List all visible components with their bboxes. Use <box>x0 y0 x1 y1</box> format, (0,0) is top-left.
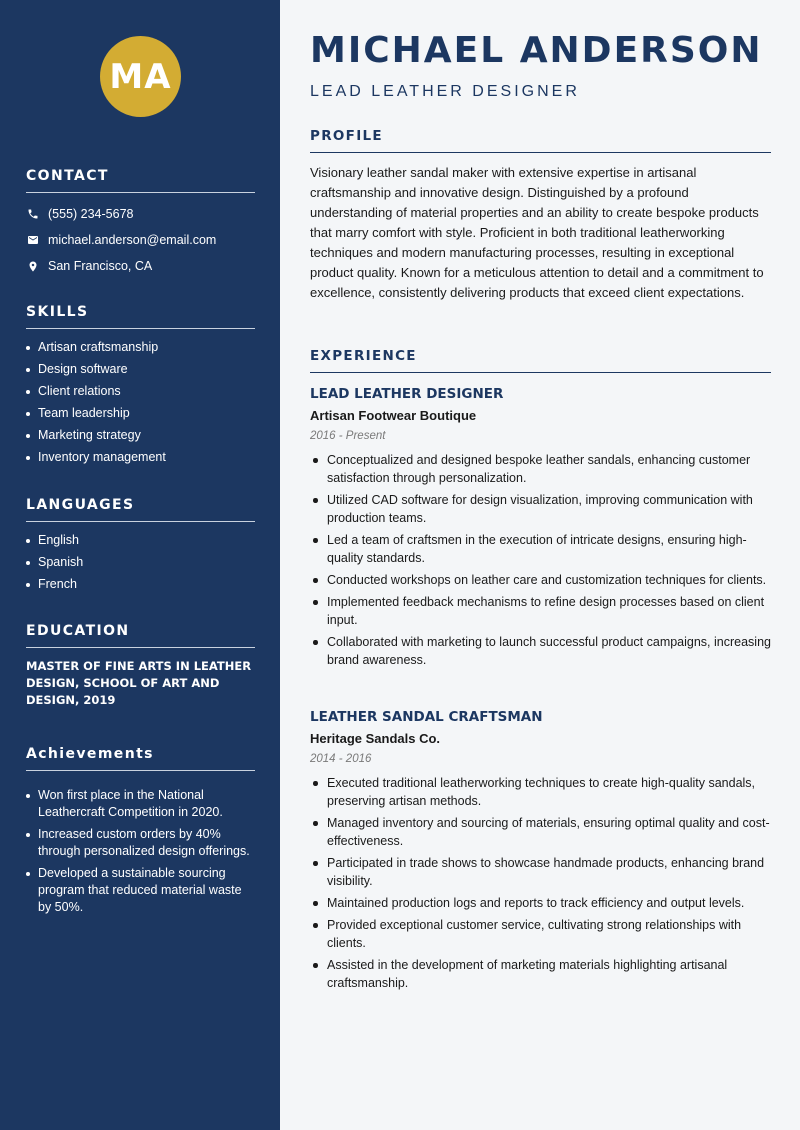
skill-item: Marketing strategy <box>26 427 255 444</box>
job-bullet: Participated in trade shows to showcase handmade products, enhancing brand visibility. <box>310 854 771 890</box>
contact-location <box>26 253 255 279</box>
languages-heading: LANGUAGES <box>26 497 255 522</box>
skill-item: Design software <box>26 361 255 378</box>
job-bullets <box>310 451 771 669</box>
education-section <box>26 623 255 709</box>
contact-heading: CONTACT <box>26 168 255 193</box>
job-bullet: Provided exceptional customer service, cultivating strong relationships with clients. <box>310 916 771 952</box>
job-dates: 2014 - 2016 <box>310 753 372 765</box>
education-heading: EDUCATION <box>26 623 255 648</box>
job-bullets <box>310 774 771 992</box>
location-pin-icon <box>26 260 39 273</box>
job-title: LEAD LEATHER DESIGNER <box>310 386 504 402</box>
skill-item: Client relations <box>26 383 255 400</box>
experience-section <box>310 348 771 373</box>
language-item: French <box>26 576 255 593</box>
job-company: Heritage Sandals Co. <box>310 731 441 746</box>
language-item: English <box>26 532 255 549</box>
job-bullet: Maintained production logs and reports to track efficiency and output levels. <box>310 894 771 912</box>
phone-text[interactable]: (555) 234-5678 <box>48 207 134 221</box>
achievement-item: Developed a sustainable sourcing program that reduced material waste by 50%. <box>26 865 255 916</box>
achievement-item: Increased custom orders by 40% through personalized design offerings. <box>26 826 255 860</box>
job-dates: 2016 - Present <box>310 430 386 442</box>
education-entry: MASTER OF FINE ARTS IN LEATHER DESIGN, SCHOOL OF ART AND DESIGN, 2019 <box>26 659 252 707</box>
skill-item: Inventory management <box>26 449 255 466</box>
achievements-heading: Achievements <box>26 746 255 771</box>
profile-section <box>310 128 771 303</box>
job-bullet: Assisted in the development of marketing materials highlighting artisanal craftsmanship. <box>310 956 771 992</box>
profile-heading: PROFILE <box>310 128 771 153</box>
skill-item: Team leadership <box>26 405 255 422</box>
languages-list <box>26 532 255 593</box>
achievements-list <box>26 787 255 916</box>
experience-heading: EXPERIENCE <box>310 348 771 373</box>
job-bullet: Executed traditional leatherworking techniques to create high-quality sandals, preserving artisan methods. <box>310 774 771 810</box>
skills-heading: SKILLS <box>26 304 255 329</box>
skills-section <box>26 304 255 471</box>
job-bullet: Collaborated with marketing to launch successful product campaigns, increasing brand awareness. <box>310 633 771 669</box>
job-bullet: Utilized CAD software for design visualization, improving communication with production teams. <box>310 491 771 527</box>
language-item: Spanish <box>26 554 255 571</box>
job-title: LEATHER SANDAL CRAFTSMAN <box>310 709 543 725</box>
job-bullet: Managed inventory and sourcing of materials, ensuring optimal quality and cost-effectiveness. <box>310 814 771 850</box>
sidebar <box>0 0 280 1130</box>
profile-text: Visionary leather sandal maker with extensive expertise in artisanal craftsmanship and innovative design. Distinguished by a profound understanding of material properties and an ability to create bespoke products that marry comfort with style. Proficient in both traditional leatherworking techniques and modern manufacturing processes, resulting in exceptional product quality. Known for a meticulous attention to detail and a commitment to excellence, consistently delivering products that exceed client expectations. <box>310 165 764 300</box>
location-text: San Francisco, CA <box>48 259 153 273</box>
candidate-title: LEAD LEATHER DESIGNER <box>310 83 580 100</box>
contact-section <box>26 168 255 279</box>
achievement-item: Won first place in the National Leathercraft Competition in 2020. <box>26 787 255 821</box>
contact-phone <box>26 201 255 227</box>
skill-item: Artisan craftsmanship <box>26 339 255 356</box>
achievements-section <box>26 746 255 921</box>
job-bullet: Conducted workshops on leather care and customization techniques for clients. <box>310 571 771 589</box>
job-entry <box>310 709 771 996</box>
job-bullet: Led a team of craftsmen in the execution of intricate designs, ensuring high-quality standards. <box>310 531 771 567</box>
job-bullet: Implemented feedback mechanisms to refine design processes based on client input. <box>310 593 771 629</box>
avatar: MA <box>100 36 181 117</box>
phone-icon <box>26 208 39 221</box>
job-bullet: Conceptualized and designed bespoke leather sandals, enhancing customer satisfaction through personalization. <box>310 451 771 487</box>
email-text[interactable]: michael.anderson@email.com <box>48 233 217 247</box>
email-icon <box>26 234 39 247</box>
job-company: Artisan Footwear Boutique <box>310 408 477 423</box>
skills-list <box>26 339 255 466</box>
candidate-name: MICHAEL ANDERSON <box>310 30 763 71</box>
languages-section <box>26 497 255 598</box>
contact-email <box>26 227 255 253</box>
job-entry <box>310 386 771 673</box>
